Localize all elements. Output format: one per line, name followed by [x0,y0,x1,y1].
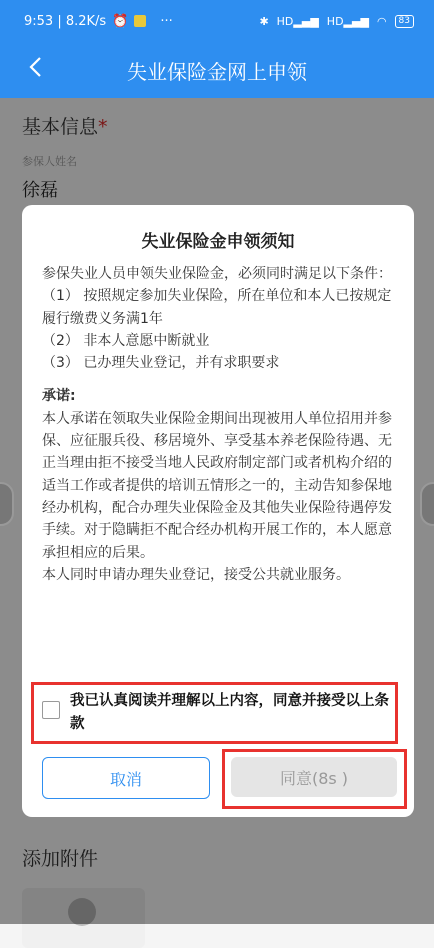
agree-button-highlight [222,749,407,809]
left-edge-handle [0,482,14,526]
back-arrow-icon [28,56,42,78]
dialog-body [42,263,398,586]
agree-button[interactable]: 同意(8s ) [231,757,397,797]
condition-2: （2） 非本人意愿中断就业 [42,332,210,349]
agree-checkbox-label[interactable]: 我已认真阅读并理解以上内容，同意并接受以上条款 [70,693,389,732]
status-time-speed: 9:53 | 8.2K/s [24,13,107,29]
more-dots: ··· [160,13,173,29]
agree-checkbox[interactable] [42,701,60,719]
status-bar [0,0,434,42]
commitment-text: 本人承诺在领取失业保险金期间出现被用人单位招用并参保、应征服兵役、移居境外、享受基本养老保险待遇、无正当理由拒不接受当地人民政府制定部门或者机构介绍的适当工作或者提供的培训五情形之一的，主动告知参保地经办机构，配合办理失业保险金及其他失业保险待遇停发手续。对于隐瞒拒不配合经办机构开展工作的，本人愿意承担相应的后果。 [42,410,392,561]
agree-checkbox-row[interactable] [31,682,398,744]
dialog-title: 失业保险金申领须知 [141,232,295,252]
commitment-title: 承诺: [42,388,76,405]
condition-1: （1） 按照规定参加失业保险，所在单位和本人已按规定履行缴费义务满1年 [42,288,392,327]
insured-name-label: 参保人姓名 [22,155,77,168]
page-title: 失业保险金网上申领 [127,59,307,84]
back-button[interactable] [20,52,50,82]
bluetooth-icon: ✱ [259,14,269,28]
alarm-icon: ⏰ [112,13,129,29]
cancel-button[interactable]: 取消 [42,757,210,799]
battery-icon: 83 [395,15,414,28]
notice-dialog [22,205,414,817]
required-mark: * [98,116,108,138]
basic-info-title: 基本信息* [22,116,108,138]
attachment-title: 添加附件 [22,848,99,870]
signal-2-icon: HD▂▄▆ [326,14,369,28]
app-header [0,42,434,98]
app-notification-icon [134,15,146,27]
wifi-icon: ◠ [376,14,387,28]
registration-text: 本人同时申请办理失业登记，接受公共就业服务。 [42,566,350,583]
signal-1-icon: HD▂▄▆ [276,14,319,28]
insured-name-value: 徐磊 [22,180,58,201]
right-edge-handle [420,482,434,526]
condition-3: （3） 已办理失业登记，并有求职要求 [42,355,280,372]
intro-text: 参保失业人员申领失业保险金，必须同时满足以下条件： [42,266,392,282]
